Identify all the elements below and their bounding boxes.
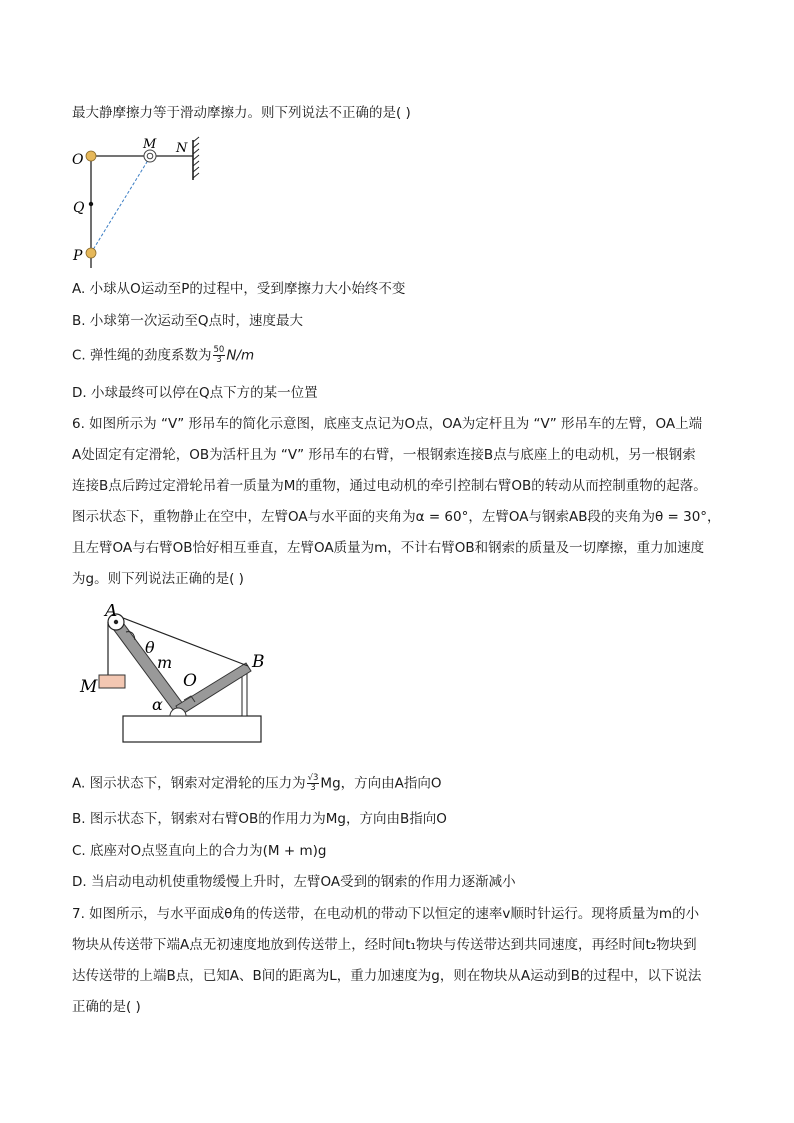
- q5-option-c-fraction: $\frac{50}{3}$: [213, 345, 225, 365]
- q6-option-b: B. 图示状态下，钢索对右臂OB的作用力为Mg，方向由B指向O: [72, 811, 447, 827]
- q6-label-alpha: α: [152, 695, 163, 714]
- q6-option-c: C. 底座对O点竖直向上的合力为(M + m)g: [72, 843, 327, 859]
- q6-label-o: O: [183, 671, 197, 691]
- q6-label-m-arm: m: [157, 653, 173, 672]
- q5-stem-end: 最大静摩擦力等于滑动摩擦力。则下列说法不正确的是( ): [72, 105, 411, 121]
- q5-label-p: P: [73, 248, 83, 264]
- q6-stem-line-3: 连接B点后跨过定滑轮吊着一质量为M的重物，通过电动机的牵引控制右臂OB的转动从而控制重物的起落。: [72, 478, 707, 494]
- q5-option-d: D. 小球最终可以停在Q点下方的某一位置: [72, 385, 318, 401]
- q6-option-d: D. 当启动电动机使重物缓慢上升时，左臂OA受到的钢索的作用力逐渐减小: [72, 874, 516, 890]
- q5-elastic-cord: [91, 157, 150, 253]
- q5-label-q: Q: [73, 200, 85, 216]
- q6-stem-line-4: 图示状态下，重物静止在空中，左臂OA与水平面的夹角为α = 60°，左臂OA与钢索AB段的夹角为θ = 30°，: [72, 509, 721, 525]
- q6-label-b: B: [252, 652, 265, 672]
- q6-weight-m: [99, 675, 125, 688]
- q6-label-theta: θ: [145, 638, 155, 657]
- q5-label-o: O: [72, 152, 84, 168]
- q5-option-c: [72, 346, 254, 365]
- q6-label-a: A: [105, 604, 118, 621]
- q5-point-o-ball: [86, 151, 96, 161]
- q5-option-a: A. 小球从O运动至P的过程中，受到摩擦力大小始终不变: [72, 281, 406, 297]
- q5-option-c-prefix: C. 弹性绳的劲度系数为: [72, 347, 212, 364]
- q7-stem-line-2: 物块从传送带下端A点无初速度地放到传送带上，经时间t₁物块与传送带达到共同速度，再经时间t₂物块到: [72, 937, 697, 953]
- q7-stem-line-3: 达传送带的上端B点，已知A、B间的距离为L，重力加速度为g，则在物块从A运动到B的过程中，以下说法: [72, 968, 702, 984]
- q6-stem-line-5: 且左臂OA与右臂OB恰好相互垂直，左臂OA质量为m，不计右臂OB和钢索的质量及一切摩擦，重力加速度: [72, 540, 705, 556]
- q6-base: [123, 716, 261, 742]
- q6-stem-line-6: 为g。则下列说法正确的是( ): [72, 571, 244, 587]
- q6-option-a: [72, 774, 442, 793]
- q5-option-b: B. 小球第一次运动至Q点时，速度最大: [72, 313, 303, 329]
- q5-point-p-ball: [86, 248, 96, 258]
- q6-arm-oa: [111, 620, 186, 714]
- q5-figure: [66, 136, 216, 272]
- q5-wall-hatch: [193, 137, 199, 178]
- q5-option-c-unit: N/m: [226, 347, 255, 364]
- q6-label-m-weight: M: [80, 677, 98, 697]
- q7-stem-line-4: 正确的是( ): [72, 999, 141, 1015]
- q5-label-n: N: [176, 141, 188, 156]
- q5-label-m: M: [143, 137, 157, 152]
- q5-point-q: [89, 202, 93, 206]
- q6-option-a-suffix: Mg，方向由A指向O: [320, 775, 442, 792]
- q6-option-a-prefix: A. 图示状态下，钢索对定滑轮的压力为: [72, 775, 306, 792]
- q6-stem-line-1: 6. 如图所示为 “V” 形吊车的简化示意图，底座支点记为O点，OA为定杆且为 “V” 形吊车的左臂，OA上端: [72, 416, 703, 432]
- q7-stem-line-1: 7. 如图所示，与水平面成θ角的传送带，在电动机的带动下以恒定的速率v顺时针运行。现将质量为m的小: [72, 906, 700, 922]
- q6-stem-line-2: A处固定有定滑轮，OB为活杆且为 “V” 形吊车的右臂，一根钢索连接B点与底座上的电动机，另一根钢索: [72, 447, 696, 463]
- q6-crane-figure: [78, 604, 268, 748]
- q6-option-a-fraction: $\frac{√3}{3}$: [307, 773, 319, 793]
